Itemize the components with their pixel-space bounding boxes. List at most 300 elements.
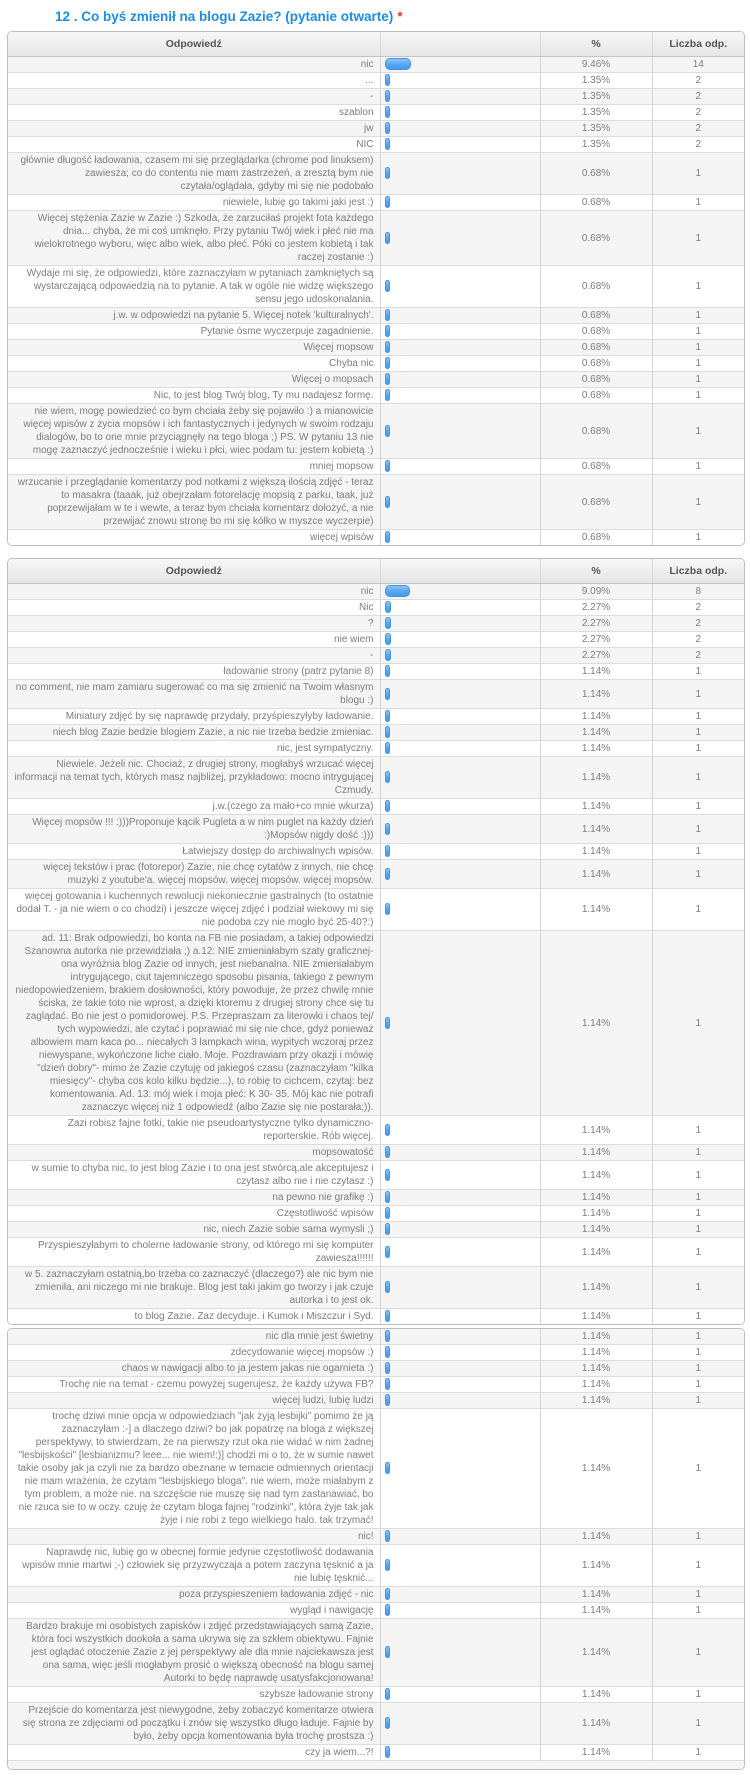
- count-cell: 1: [652, 340, 744, 356]
- answer-cell: Łatwiejszy dostęp do archiwalnych wpisów.: [8, 844, 380, 860]
- count-cell: 1: [652, 844, 744, 860]
- percent-cell: 2.27%: [540, 600, 652, 616]
- percent-bar: [385, 58, 411, 70]
- percent-cell: 1.14%: [540, 1345, 652, 1361]
- bar-cell: [380, 680, 540, 709]
- percent-bar: [385, 357, 390, 369]
- bar-cell: [380, 799, 540, 815]
- count-cell: 1: [652, 680, 744, 709]
- answer-cell: Naprawdę nic, lubię go w obecnej formie jedynie częstotliwość dodawania wpisów mnie martwi ;-) człowiek się przyzwyczaja a potem zaczyna tęsknić a ja nie lubię tęsknić...: [8, 1545, 380, 1587]
- answer-cell: Trochę nie na temat - czemu powyżej sugerujesz, że każdy używa FB?: [8, 1377, 380, 1393]
- results-table-grid: [8, 559, 744, 1324]
- answer-cell: nie wiem, mogę powiedzieć co bym chciała żeby się pojawiło :) a mianowicie więcej wpisów z życia mopsów i ich fantastycznych i jedynych w swoim rodzaju dialogów, bo to one mnie przyciągnęły na tego bloga ;) PS. W pytaniu 13 nie mogę zaznaczyć jednocześnie i wieku i płci, wiec podam tu: jestem kobietą :): [8, 404, 380, 459]
- count-cell: 1: [652, 889, 744, 931]
- count-cell: 1: [652, 1377, 744, 1393]
- percent-cell: 1.14%: [540, 1161, 652, 1190]
- bar-cell: [380, 340, 540, 356]
- table-row: [8, 356, 744, 372]
- results-table-grid: [8, 32, 744, 545]
- table-row: [8, 475, 744, 530]
- answer-cell: trochę dziwi mnie opcja w odpowiedziach "jak żyją lesbijki" pomimo że ją zaznaczyłam :-] a dlaczego dziwi? bo jak popatrzę na bloga z większej perspektywy, to stwierdzam, że na pierwszy rzut oka nie widać w nim żadnej "lesbijskości" [lesbianizmu? leee... nie wiem!:)] chodzi mi o to, że w sumie nawet takie osoby jak ja czyli nie za bardzo obeznane w temacie odmiennych orientacji nie mam wrażenia, że czytam "lesbijskiego bloga". nie wiem, może miałabym z tym problem, a może nie. na szczęście nie muszę się nad tym zastanawiać, bo nie rzuca sie to w oczy. czuję że czytam bloga fajnej "rodzinki", która żyje tak jak żyje i nie robi z tego wielkiego halo. tak trzymać!: [8, 1409, 380, 1529]
- table-row: [8, 1393, 744, 1409]
- table-row: [8, 340, 744, 356]
- bar-cell: [380, 121, 540, 137]
- count-cell: 1: [652, 266, 744, 308]
- count-cell: 1: [652, 1745, 744, 1761]
- count-cell: 1: [652, 459, 744, 475]
- answer-cell: to blog Zazie. Zaz decyduje. i Kumok i Miszczur i Syd.: [8, 1309, 380, 1325]
- bar-cell: [380, 1309, 540, 1325]
- answer-cell: więcej wpisów: [8, 530, 380, 546]
- answer-cell: więcej tekstów i prac (fotorepor) Zazie, nie chcę cytatów z innych, nie chcę muzyki z youtube'a. więcej mopsów. więcej mopsów. więcej mopsów.: [8, 860, 380, 889]
- count-cell: 1: [652, 1345, 744, 1361]
- percent-bar: [385, 232, 390, 244]
- table-row: [8, 89, 744, 105]
- bar-cell: [380, 931, 540, 1116]
- answer-cell: w sumie to chyba nic, to jest blog Zazie i to ona jest stwórcą,ale akceptujesz i czytasz albo nie i nie czytasz :): [8, 1161, 380, 1190]
- column-header-answer: Odpowiedź: [8, 32, 380, 57]
- column-header-count: Liczba odp.: [652, 559, 744, 584]
- percent-bar: [385, 1017, 390, 1029]
- percent-bar: [385, 1378, 390, 1390]
- percent-cell: 0.68%: [540, 459, 652, 475]
- answer-cell: jw: [8, 121, 380, 137]
- answer-cell: Częstotliwość wpisów: [8, 1206, 380, 1222]
- answer-cell: nic: [8, 57, 380, 73]
- table-row: [8, 1703, 744, 1745]
- percent-bar: [385, 1688, 390, 1700]
- answer-cell: zdecydowanie więcej mopsów :): [8, 1345, 380, 1361]
- percent-bar: [385, 688, 390, 700]
- answer-cell: czy ja wiem...?!: [8, 1745, 380, 1761]
- percent-cell: 0.68%: [540, 340, 652, 356]
- table-row: [8, 664, 744, 680]
- column-header-count: Liczba odp.: [652, 32, 744, 57]
- percent-bar: [385, 1746, 390, 1758]
- table-row: [8, 1687, 744, 1703]
- table-row: [8, 1345, 744, 1361]
- percent-cell: 1.14%: [540, 815, 652, 844]
- table-row: [8, 195, 744, 211]
- answer-cell: -: [8, 648, 380, 664]
- count-cell: 1: [652, 1329, 744, 1345]
- table-row: [8, 372, 744, 388]
- results-tables: [0, 31, 750, 1770]
- answer-cell: nie wiem: [8, 632, 380, 648]
- bar-cell: [380, 1745, 540, 1761]
- column-header-percent: %: [540, 32, 652, 57]
- percent-cell: 0.68%: [540, 324, 652, 340]
- answer-cell: no comment, nie mam zamiaru sugerować co ma się zmienić na Twoim własnym blogu :): [8, 680, 380, 709]
- bar-cell: [380, 1409, 540, 1529]
- bar-cell: [380, 889, 540, 931]
- answer-cell: Nic, to jest blog Twój blog, Ty mu nadajesz formę.: [8, 388, 380, 404]
- question-title-text: 12 . Co byś zmienił na blogu Zazie? (pytanie otwarte): [55, 9, 394, 24]
- answer-cell: nic: [8, 584, 380, 600]
- table-row: [8, 648, 744, 664]
- percent-bar: [385, 726, 390, 738]
- answer-cell: ...: [8, 73, 380, 89]
- answer-cell: Więcej stężenia Zazie w Zazie :) Szkoda, że zarzuciłaś projekt fota każdego dnia... chyba, że mi coś umknęło. Przy pytaniu Twój wiek i płeć nie ma wielokrotnego wyboru, więc albo wiek, albo płeć. Póki co jestem kobietą i tak raczej zostanie :): [8, 211, 380, 266]
- percent-bar: [385, 742, 390, 754]
- percent-cell: 1.14%: [540, 889, 652, 931]
- bar-cell: [380, 266, 540, 308]
- percent-cell: 0.68%: [540, 404, 652, 459]
- bar-cell: [380, 1222, 540, 1238]
- answer-cell: Miniatury zdjęć by się naprawdę przydały, przyśpieszyłyby ładowanie.: [8, 709, 380, 725]
- percent-bar: [385, 1362, 390, 1374]
- percent-bar: [385, 823, 390, 835]
- count-cell: 1: [652, 1361, 744, 1377]
- percent-cell: 1.14%: [540, 1587, 652, 1603]
- table-row: [8, 266, 744, 308]
- answer-cell: Więcej o mopsach: [8, 372, 380, 388]
- question-title: [55, 9, 750, 24]
- table-row: [8, 1745, 744, 1761]
- table-row: [8, 741, 744, 757]
- answer-cell: ?: [8, 616, 380, 632]
- percent-bar: [385, 460, 390, 472]
- percent-cell: 1.14%: [540, 1619, 652, 1687]
- count-cell: 1: [652, 1687, 744, 1703]
- percent-bar: [385, 1646, 390, 1658]
- bar-cell: [380, 1377, 540, 1393]
- bar-cell: [380, 73, 540, 89]
- answer-cell: mniej mopsow: [8, 459, 380, 475]
- percent-bar: [385, 1146, 390, 1158]
- percent-bar: [385, 1169, 390, 1181]
- percent-bar: [385, 1207, 390, 1219]
- percent-bar: [385, 309, 390, 321]
- bar-cell: [380, 211, 540, 266]
- answer-cell: szybsze ładowanie strony: [8, 1687, 380, 1703]
- table-row: [8, 57, 744, 73]
- percent-bar: [385, 1246, 390, 1258]
- percent-bar: [385, 74, 390, 86]
- percent-bar: [385, 1604, 390, 1616]
- answer-cell: więcej ludzi, lubię ludzi: [8, 1393, 380, 1409]
- table-row: [8, 1587, 744, 1603]
- answer-cell: Więcej mopsow: [8, 340, 380, 356]
- answer-cell: Przyspieszyłabym to cholerne ładowanie strony, od którego mi się komputer zawiesza!!!!!!: [8, 1238, 380, 1267]
- percent-cell: 1.14%: [540, 1361, 652, 1377]
- count-cell: 2: [652, 616, 744, 632]
- table-row: [8, 137, 744, 153]
- count-cell: 1: [652, 195, 744, 211]
- percent-bar: [385, 868, 390, 880]
- table-row: [8, 1545, 744, 1587]
- bar-cell: [380, 1345, 540, 1361]
- percent-cell: 1.14%: [540, 1116, 652, 1145]
- bar-cell: [380, 1603, 540, 1619]
- table-row: [8, 815, 744, 844]
- answer-cell: więcej gotowania i kuchennych rewolucji niekoniecznie gastralnych (to ostatnie dodał T. - ja nie wiem o co chodzi) i jeszcze więcej zdjęć i podział wiekowy mi się nie podoba czy nie mogło być 25-40?:): [8, 889, 380, 931]
- percent-cell: 0.68%: [540, 308, 652, 324]
- table-row: [8, 459, 744, 475]
- truncated-row-cell: [8, 1761, 744, 1770]
- percent-cell: 1.14%: [540, 1393, 652, 1409]
- table-row: [8, 1116, 744, 1145]
- percent-cell: 0.68%: [540, 356, 652, 372]
- table-row: [8, 709, 744, 725]
- answer-cell: nic dla mnie jest świetny: [265, 1331, 374, 1342]
- percent-cell: 0.68%: [540, 153, 652, 195]
- count-cell: 1: [652, 1190, 744, 1206]
- percent-cell: 1.35%: [540, 137, 652, 153]
- bar-cell: [380, 372, 540, 388]
- count-cell: 1: [652, 1587, 744, 1603]
- answer-cell: niech blog Zazie bedzie blogiem Zazie, a nic nie trzeba bedzie zmieniac.: [8, 725, 380, 741]
- count-cell: 1: [652, 153, 744, 195]
- count-cell: 1: [652, 324, 744, 340]
- bar-cell: [380, 1190, 540, 1206]
- count-cell: 2: [652, 105, 744, 121]
- percent-bar: [385, 106, 390, 118]
- table-row: [8, 1309, 744, 1325]
- column-header-answer: Odpowiedź: [8, 559, 380, 584]
- percent-bar: [385, 496, 390, 508]
- answer-cell: poza przyspieszeniem ładowania zdjęć - nic: [8, 1587, 380, 1603]
- percent-cell: 1.14%: [540, 1687, 652, 1703]
- answer-cell: w 5. zaznaczyłam ostatnią,bo trzeba co zaznaczyć (dlaczego?) ale nic bym nie zmieniła, ani niczego mi nie brakuje. Blog jest taki jakim go tworzy i jak czuje autorka i to jest ok.: [8, 1267, 380, 1309]
- table-row: [8, 799, 744, 815]
- count-cell: 1: [652, 1116, 744, 1145]
- percent-cell: 1.14%: [540, 1145, 652, 1161]
- count-cell: 1: [652, 404, 744, 459]
- percent-bar: [385, 665, 390, 677]
- answer-cell: chaos w nawigacji albo to ja jestem jakas nie ogarnieta :): [8, 1361, 380, 1377]
- percent-bar: [385, 1330, 390, 1342]
- count-cell: 1: [652, 1393, 744, 1409]
- percent-bar: [385, 1191, 390, 1203]
- count-cell: 1: [652, 1206, 744, 1222]
- percent-cell: 1.14%: [540, 1309, 652, 1325]
- table-row: [8, 121, 744, 137]
- table-row: [8, 1409, 744, 1529]
- percent-cell: 2.27%: [540, 632, 652, 648]
- table-row: [8, 1329, 744, 1345]
- answer-cell: mopsowatość: [8, 1145, 380, 1161]
- percent-bar: [385, 425, 390, 437]
- count-cell: 2: [652, 121, 744, 137]
- table-row: [8, 860, 744, 889]
- bar-cell: [380, 648, 540, 664]
- table-row: [8, 105, 744, 121]
- count-cell: 1: [652, 664, 744, 680]
- bar-cell: [380, 741, 540, 757]
- percent-cell: 0.68%: [540, 475, 652, 530]
- percent-bar: [385, 1281, 390, 1293]
- percent-cell: 1.14%: [540, 799, 652, 815]
- percent-cell: 1.14%: [540, 1267, 652, 1309]
- bar-cell: [380, 530, 540, 546]
- percent-bar: [385, 800, 390, 812]
- bar-cell: [380, 475, 540, 530]
- answer-cell: niewiele, lubię go takimi jaki jest :): [8, 195, 380, 211]
- bar-cell: [380, 600, 540, 616]
- required-asterisk: *: [397, 9, 403, 24]
- answer-cell: -: [8, 89, 380, 105]
- bar-cell: [380, 632, 540, 648]
- count-cell: 1: [652, 530, 744, 546]
- bar-cell: [380, 324, 540, 340]
- header-row: [8, 32, 744, 57]
- table-row: [8, 1206, 744, 1222]
- bar-cell: [380, 195, 540, 211]
- percent-bar: [385, 280, 390, 292]
- percent-cell: 1.14%: [540, 757, 652, 799]
- count-cell: 1: [652, 1545, 744, 1587]
- answer-cell: Wydaje mi się, że odpowiedzi, które zaznaczyłam w pytaniach zamkniętych są wystarczającą odpowiedzią na to pytanie. A tak w ogóle nie widzę większego sensu jego udoskonalania.: [8, 266, 380, 308]
- percent-cell: 0.68%: [540, 266, 652, 308]
- bar-cell: [380, 57, 540, 73]
- count-cell: 1: [652, 1309, 744, 1325]
- answer-cell: szablon: [8, 105, 380, 121]
- percent-cell: 9.46%: [540, 57, 652, 73]
- count-cell: 1: [652, 1619, 744, 1687]
- bar-cell: [380, 308, 540, 324]
- count-cell: 1: [652, 1238, 744, 1267]
- bar-cell: [380, 1619, 540, 1687]
- bar-cell: [380, 757, 540, 799]
- table-row: [8, 211, 744, 266]
- answer-cell: Bardzo brakuje mi osobistych zapisków i zdjęć przedstawiających samą Zazie, która foci wszystkich dookoła a sama ukrywa się za szkłem obiektywu. Fajnie jest oglądać otoczenie Zazie z jej perspektywy ale dla mnie najciekawsza jest ona sama, więc jeśli mogłabym prosić o większą obecność na blogu samej Autorki to będę naprawdę usatysfakcjonowana!: [8, 1619, 380, 1687]
- percent-bar: [385, 1346, 390, 1358]
- table-row: [8, 1529, 744, 1545]
- count-cell: 8: [652, 584, 744, 600]
- percent-bar: [385, 138, 390, 150]
- table-row: [8, 324, 744, 340]
- answer-cell: j.w. w odpowiedzi na pytanie 5. Więcej notek 'kulturalnych'.: [8, 308, 380, 324]
- bar-cell: [380, 1145, 540, 1161]
- percent-bar: [385, 167, 390, 179]
- percent-bar: [385, 1124, 390, 1136]
- count-cell: 2: [652, 137, 744, 153]
- answer-cell: j.w.(czego za mało+co mnie wkurza): [8, 799, 380, 815]
- percent-cell: 0.68%: [540, 211, 652, 266]
- answer-cell: Przejście do komentarza jest niewygodne, żeby zobaczyć komentarze otwiera się strona ze zdjęciami od początku i znów się wszystko długo ładuje. Fajnie by było, żeby opcja komentowania była trochę prostsza :): [8, 1703, 380, 1745]
- bar-cell: [380, 844, 540, 860]
- answer-cell: NIC: [8, 137, 380, 153]
- bar-cell: [380, 459, 540, 475]
- percent-cell: 1.14%: [540, 725, 652, 741]
- percent-cell: 1.14%: [540, 1603, 652, 1619]
- table-row: [8, 584, 744, 600]
- table-row: [8, 1190, 744, 1206]
- table-row: [8, 757, 744, 799]
- count-cell: 2: [652, 600, 744, 616]
- bar-cell: [380, 404, 540, 459]
- table-row: [8, 600, 744, 616]
- table-row: [8, 1603, 744, 1619]
- percent-cell: 1.14%: [540, 1409, 652, 1529]
- count-cell: 1: [652, 799, 744, 815]
- percent-bar: [385, 617, 391, 629]
- count-cell: 2: [652, 73, 744, 89]
- bar-cell: [380, 137, 540, 153]
- results-table: [7, 31, 745, 546]
- table-row: [8, 725, 744, 741]
- percent-bar: [385, 325, 390, 337]
- table-row: [8, 844, 744, 860]
- column-header-bar: [380, 32, 540, 57]
- table-row: [8, 616, 744, 632]
- count-cell: 1: [652, 388, 744, 404]
- column-header-percent: %: [540, 559, 652, 584]
- count-cell: 1: [652, 741, 744, 757]
- count-cell: 14: [652, 57, 744, 73]
- percent-bar: [385, 1559, 390, 1571]
- bar-cell: [380, 584, 540, 600]
- percent-bar: [385, 1588, 390, 1600]
- table-row: [8, 1619, 744, 1687]
- percent-cell: 1.14%: [540, 1529, 652, 1545]
- table-row: [8, 308, 744, 324]
- bar-cell: [380, 664, 540, 680]
- answer-cell: Nic: [8, 600, 380, 616]
- results-table-grid: [8, 1329, 744, 1769]
- answer-cell: Niewiele. Jeżeli nic. Chociaż, z drugiej strony, mogłabyś wrzucać więcej informacji na temat tych, których masz najbliżej, przykładowo: mocno intrygującej Czmudy.: [8, 757, 380, 799]
- bar-cell: [380, 616, 540, 632]
- bar-cell: [380, 1206, 540, 1222]
- count-cell: 1: [652, 356, 744, 372]
- bar-cell: [380, 105, 540, 121]
- percent-bar: [385, 389, 390, 401]
- percent-bar: [385, 771, 390, 783]
- count-cell: 1: [652, 725, 744, 741]
- percent-cell: 1.14%: [540, 1545, 652, 1587]
- count-cell: 1: [652, 1409, 744, 1529]
- count-cell: 2: [652, 632, 744, 648]
- percent-cell: 1.14%: [540, 664, 652, 680]
- answer-cell: wygląd i nawigację: [8, 1603, 380, 1619]
- results-table: [7, 558, 745, 1325]
- percent-cell: 1.14%: [540, 844, 652, 860]
- percent-cell: 1.14%: [540, 1703, 652, 1745]
- table-row: [8, 931, 744, 1116]
- table-row: [8, 1145, 744, 1161]
- count-cell: 1: [652, 372, 744, 388]
- percent-cell: 2.27%: [540, 648, 652, 664]
- bar-cell: [380, 1267, 540, 1309]
- count-cell: 1: [652, 931, 744, 1116]
- percent-bar: [385, 601, 391, 613]
- percent-cell: 1.35%: [540, 121, 652, 137]
- count-cell: 1: [652, 475, 744, 530]
- percent-cell: 1.35%: [540, 89, 652, 105]
- table-row: [8, 680, 744, 709]
- count-cell: 1: [652, 308, 744, 324]
- answer-cell: nic!: [8, 1529, 380, 1545]
- percent-bar: [385, 1530, 390, 1542]
- answer-cell: wrzucanie i przeglądanie komentarzy pod notkami z większą ilością zdjęć - teraz to masakra (taaak, już obejrzałam fotorelację mopsią z parku, taak, już poprzewijałam w te i wewte, a teraz bym chciała komentarz dołożyć, a nie przewijać znowu stronę bo mi się kółko w myszce wyczerpie): [8, 475, 380, 530]
- table-row: [8, 73, 744, 89]
- answer-cell: na pewno nie grafikę :): [8, 1190, 380, 1206]
- percent-bar: [385, 710, 390, 722]
- percent-cell: 0.68%: [540, 388, 652, 404]
- percent-bar: [385, 633, 391, 645]
- count-cell: 1: [652, 1703, 744, 1745]
- percent-cell: 0.68%: [540, 530, 652, 546]
- count-cell: 1: [652, 757, 744, 799]
- table-row: [8, 1222, 744, 1238]
- answer-cell: Pytanie ósme wyczerpuje zagadnienie.: [8, 324, 380, 340]
- bar-cell: [380, 1393, 540, 1409]
- percent-cell: 1.14%: [540, 860, 652, 889]
- percent-cell: 2.27%: [540, 616, 652, 632]
- percent-bar: [385, 1223, 390, 1235]
- percent-cell: 1.14%: [540, 1190, 652, 1206]
